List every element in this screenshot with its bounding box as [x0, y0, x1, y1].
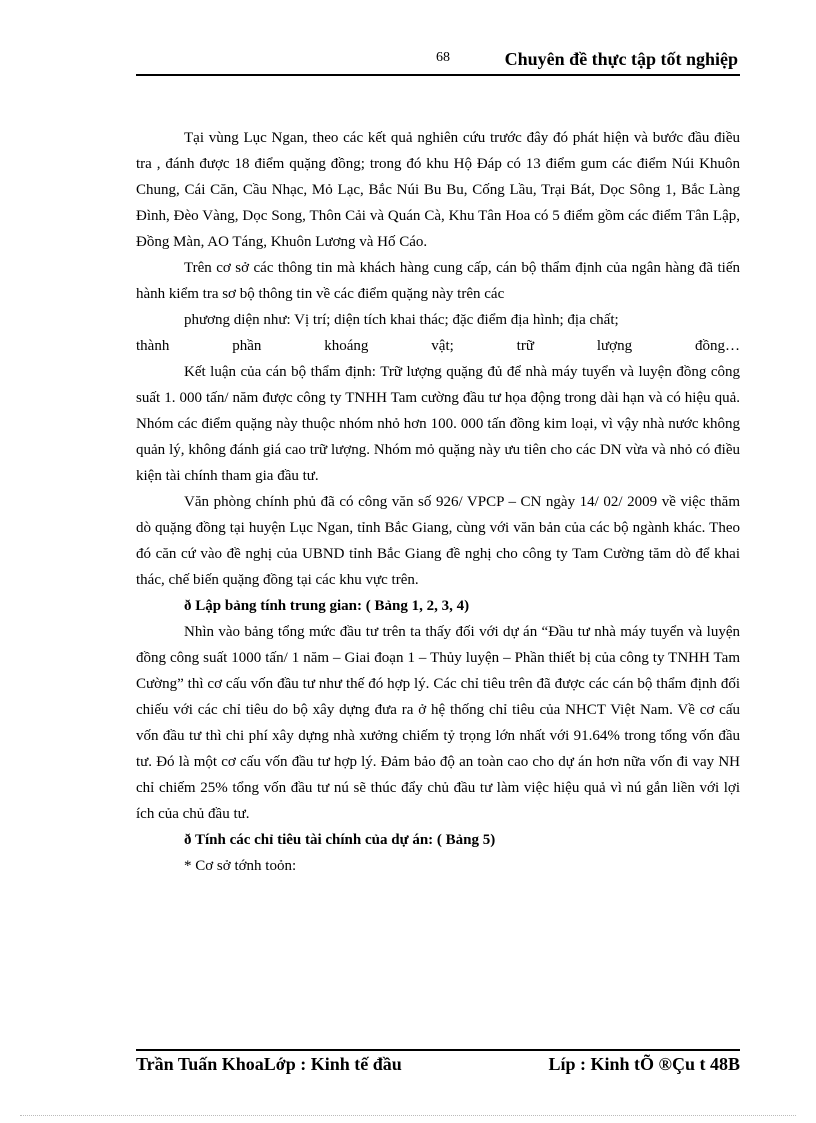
paragraph-appraisal-intro: Trên cơ sở các thông tin mà khách hàng cung cấp, cán bộ thẩm định của ngân hàng đã tiến hành kiểm tra sơ bộ thông tin về các điểm quặng này trên các	[136, 260, 740, 302]
calculation-basis-line: * Cơ sở tớnh toỏn:	[184, 858, 297, 874]
paragraph-appraisal-aspects-cont	[136, 333, 740, 359]
paragraph-investment-structure: Nhìn vào bảng tổng mức đầu tư trên ta thấy đối với dự án “Đầu tư nhà máy tuyển và luyện đồng công suất 1000 tấn/ 1 năm – Giai đoạn 1 – Thủy luyện – Phần thiết bị của công ty TNHH Tam Cường” thì cơ cấu vốn đầu tư như thế đó hợp lý. Các chỉ tiêu trên đã được các cán bộ thẩm định đối chiếu với các chỉ tiêu do bộ xây dựng đưa ra ở hệ thống chỉ tiêu của NHCT Việt Nam. Về cơ cấu vốn đầu tư thì chi phí xây dựng nhà xưởng chiếm tỷ trọng lớn nhất với 91.64% trong tổng vốn đầu tư. Đó là một cơ cấu vốn đầu tư hợp lý. Đảm bảo độ an toàn cao cho dự án hơn nữa vốn đi vay NH chỉ chiếm 25% tổng vốn đầu tư nú sẽ thúc đẩy chủ đầu tư làm việc hiệu quả vì nú gắn liền với lợi ích của chủ đầu tư.	[136, 624, 740, 822]
page-bottom-border	[20, 1115, 796, 1116]
footer-author: Trần Tuấn KhoaLớp : Kinh tế đầu	[136, 1054, 402, 1074]
word: vật;	[431, 338, 454, 354]
paragraph-government-office: Văn phòng chính phủ đã có công văn số 926/ VPCP – CN ngày 14/ 02/ 2009 về việc thăm dò quặng đồng tại huyện Lục Ngan, tỉnh Bắc Giang, cùng với văn bản của các bộ ngành khác. Theo đó căn cứ vào đề nghị của UBND tỉnh Bắc Giang đề nghị cho công ty Tam Cường tăm dò để khai thác, chế biến quặng đồng tại các khu vực trên.	[136, 494, 740, 588]
footer-class: Líp : Kinh tÕ ®Çu t 48B	[548, 1054, 740, 1074]
word: khoáng	[324, 338, 369, 354]
document-body	[136, 125, 740, 879]
word: thành	[136, 338, 170, 354]
header-rule	[136, 74, 740, 76]
paragraph-deposits: Tại vùng Lục Ngan, theo các kết quả nghiên cứu trước đây đó phát hiện và bước đầu điều tra , đánh được 18 điểm quặng đồng; trong đó khu Hộ Đáp có 13 điểm gum các điểm Núi Khuôn Chung, Cái Căn, Cầu Nhạc, Mỏ Lạc, Bắc Núi Bu Bu, Cống Lầu, Trại Bát, Dọc Sông 1, Bắc Làng Đình, Đèo Vàng, Dọc Song, Thôn Cải và Quán Cà, Khu Tân Hoa có 5 điểm gồm các điểm Tân Lập, Đồng Màn, AO Táng, Khuôn Lương và Hố Cáo.	[136, 130, 740, 250]
word: phần	[232, 338, 262, 354]
word: đồng…	[694, 338, 740, 354]
paragraph-conclusion: Kết luận của cán bộ thẩm định: Trữ lượng quặng đủ để nhà máy tuyển và luyện đồng công suất 1. 000 tấn/ năm được công ty TNHH Tam cường đầu tư họa động trong dài hạn và có hiệu quả. Nhóm các điểm quặng này thuộc nhóm nhỏ hơn 100. 000 tấn đồng kim loại, vì vậy nhà nước không quản lý, không đánh giá cao trữ lượng. Nhóm mỏ quặng này ưu tiên cho các DN vừa và nhỏ có điều kiện tài chính tham gia đầu tư.	[136, 364, 740, 484]
heading-financial-indicators: ð Tính các chỉ tiêu tài chính của dự án: ( Bảng 5)	[184, 832, 496, 848]
word: trữ	[516, 338, 534, 354]
paragraph-appraisal-aspects: phương diện như: Vị trí; diện tích khai thác; đặc điểm địa hình; địa chất;	[184, 312, 619, 328]
footer-rule	[136, 1049, 740, 1051]
word: lượng	[596, 338, 633, 354]
page-header	[136, 40, 740, 76]
page-number: 68	[436, 50, 450, 65]
header-title: Chuyên đề thực tập tốt nghiệp	[504, 49, 738, 69]
heading-intermediate-tables: ð Lập bảng tính trung gian: ( Bảng 1, 2, 3, 4)	[184, 598, 470, 614]
